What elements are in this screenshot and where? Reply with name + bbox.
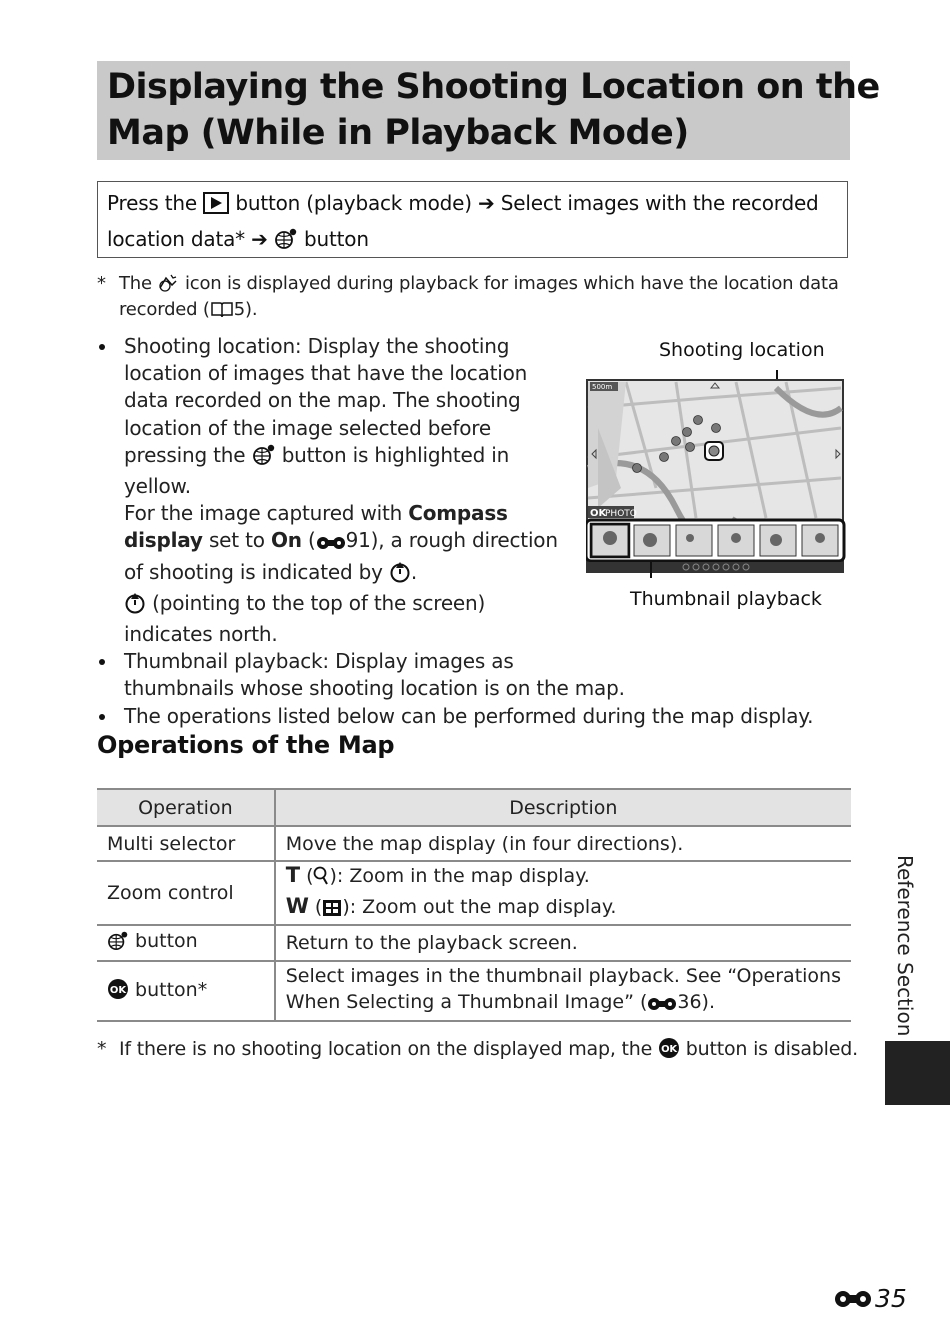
column-header-description: Description	[275, 789, 851, 826]
map-screen-svg	[586, 368, 848, 578]
description-cell: Move the map display (in four directions).	[275, 826, 851, 861]
svg-text:OK: OK	[590, 508, 607, 519]
bullet-text: 91), a rough direction	[345, 528, 558, 553]
zoom-out-text: ): Zoom out the map display.	[342, 896, 617, 918]
description-line	[286, 989, 841, 1019]
footnote-text: If there is no shooting location on the displayed map, the	[119, 1038, 653, 1060]
side-tab-block	[885, 1041, 950, 1105]
operation-label: button	[135, 930, 198, 952]
zoom-w-key: W	[285, 894, 309, 918]
operation-cell	[97, 925, 275, 961]
description-cell: T ( ): Zoom in the map display. W ( ): Zoom out the map display.	[275, 861, 851, 925]
description-cell: Return to the playback screen.	[275, 925, 851, 961]
map-photo-label: PHOTO	[605, 509, 637, 519]
svg-text:OK: OK	[661, 1044, 677, 1055]
section-heading: Operations of the Map	[97, 731, 395, 759]
bullet-line: data recorded on the map. The shooting	[124, 388, 521, 413]
arrow-right-icon: ➔	[251, 227, 268, 251]
bullet-dot	[99, 714, 105, 720]
compass-setting: display	[124, 528, 203, 553]
callout-shooting-location: Shooting location	[659, 339, 825, 361]
globe-map-icon	[107, 931, 129, 956]
table-row	[97, 826, 851, 861]
on-setting: On	[270, 528, 302, 553]
operation-cell: Zoom control	[97, 861, 275, 925]
bullet-operations	[97, 703, 857, 730]
table-row	[97, 961, 851, 1021]
reference-icon	[316, 531, 346, 558]
direction-indicator-icon	[124, 592, 146, 621]
bullet-text: (	[307, 528, 316, 553]
description-cell	[275, 961, 851, 1021]
bullet-line: Shooting location: Display the shooting	[124, 334, 510, 358]
bullet-line: The operations listed below can be performed during the map display.	[124, 703, 814, 728]
bullet-text: of shooting is indicated by	[124, 559, 383, 584]
bullet-text: (pointing to the top of the screen)	[152, 590, 486, 615]
ok-button-icon	[658, 1037, 680, 1066]
note-description: icon is displayed during playback for images which have the location data	[184, 273, 839, 294]
bullet-line: location of the image selected before	[124, 415, 491, 440]
procedure-select: Select images with the recorded	[500, 191, 819, 215]
footnote-text: button is disabled.	[685, 1038, 858, 1060]
book-icon	[210, 301, 234, 327]
arrow-right-icon: ➔	[478, 191, 495, 215]
bullet-line: location of images that have the location	[124, 361, 528, 386]
bullet-line: thumbnails whose shooting location is on the map.	[124, 676, 625, 701]
compass-setting: Compass	[408, 501, 508, 526]
thumbnail-grid-icon	[322, 898, 342, 924]
operation-label: button*	[135, 978, 208, 1001]
bullet-dot	[99, 344, 105, 350]
procedure-press: Press the	[107, 191, 198, 215]
table-header-row	[97, 789, 851, 826]
page-number-text: 35	[875, 1284, 907, 1313]
bullet-line: Thumbnail playback: Display images as	[124, 649, 514, 674]
bullet-text: .	[410, 559, 418, 584]
procedure-button: button	[304, 227, 369, 251]
title-line-2: Map (While in Playback Mode)	[107, 113, 689, 153]
bullet-thumbnail-playback	[97, 648, 857, 702]
operation-cell: Multi selector	[97, 826, 275, 861]
title-line-1: Displaying the Shooting Location on the	[107, 67, 880, 107]
footnote-asterisk: *	[97, 1038, 107, 1060]
reference-icon	[833, 1287, 873, 1316]
note-recorded: recorded (	[119, 299, 210, 320]
description-text: When Selecting a Thumbnail Image” (	[285, 991, 648, 1013]
zoom-in-icon	[313, 866, 329, 893]
procedure-location: location data*	[107, 227, 245, 251]
zoom-in-text: ): Zoom in the map display.	[329, 865, 590, 887]
side-tab-label: Reference Section	[893, 855, 917, 1037]
icon-note	[97, 271, 857, 325]
table-row	[97, 861, 851, 925]
procedure-playback-mode: button (playback mode)	[235, 191, 472, 215]
footnote	[97, 1036, 857, 1064]
table-row	[97, 925, 851, 961]
note-asterisk: *	[97, 273, 106, 294]
bullet-text: set to	[208, 528, 265, 553]
bullet-line: indicates north.	[124, 622, 278, 647]
zoom-t-key: T	[285, 863, 301, 887]
globe-map-icon	[274, 227, 298, 259]
note-close: ).	[245, 299, 258, 320]
ok-button-icon	[107, 978, 129, 1005]
procedure-text	[107, 187, 847, 259]
page-title	[107, 64, 880, 156]
description-line: Select images in the thumbnail playback. See “Operations	[285, 965, 841, 987]
bullet-line: yellow.	[124, 474, 191, 499]
operation-cell	[97, 961, 275, 1021]
description-text: 36).	[677, 991, 716, 1013]
globe-map-icon	[252, 444, 276, 473]
callout-thumbnail-playback: Thumbnail playback	[630, 588, 822, 610]
bullet-dot	[99, 659, 105, 665]
reference-icon	[647, 993, 677, 1019]
playback-button-icon	[203, 191, 229, 223]
bullet-text: button is highlighted in	[281, 442, 510, 467]
svg-text:OK: OK	[109, 984, 127, 996]
direction-indicator-icon	[389, 561, 411, 590]
bullet-text: pressing the	[124, 442, 246, 467]
operations-table	[97, 788, 851, 1022]
column-header-operation: Operation	[97, 789, 275, 826]
map-scale-label: 500m	[592, 383, 613, 391]
map-screen-illustration	[586, 368, 848, 578]
note-page-ref: 5	[233, 299, 246, 320]
bullet-text: For the image captured with	[124, 501, 403, 526]
note-the: The	[119, 273, 152, 294]
page-number	[833, 1284, 907, 1316]
